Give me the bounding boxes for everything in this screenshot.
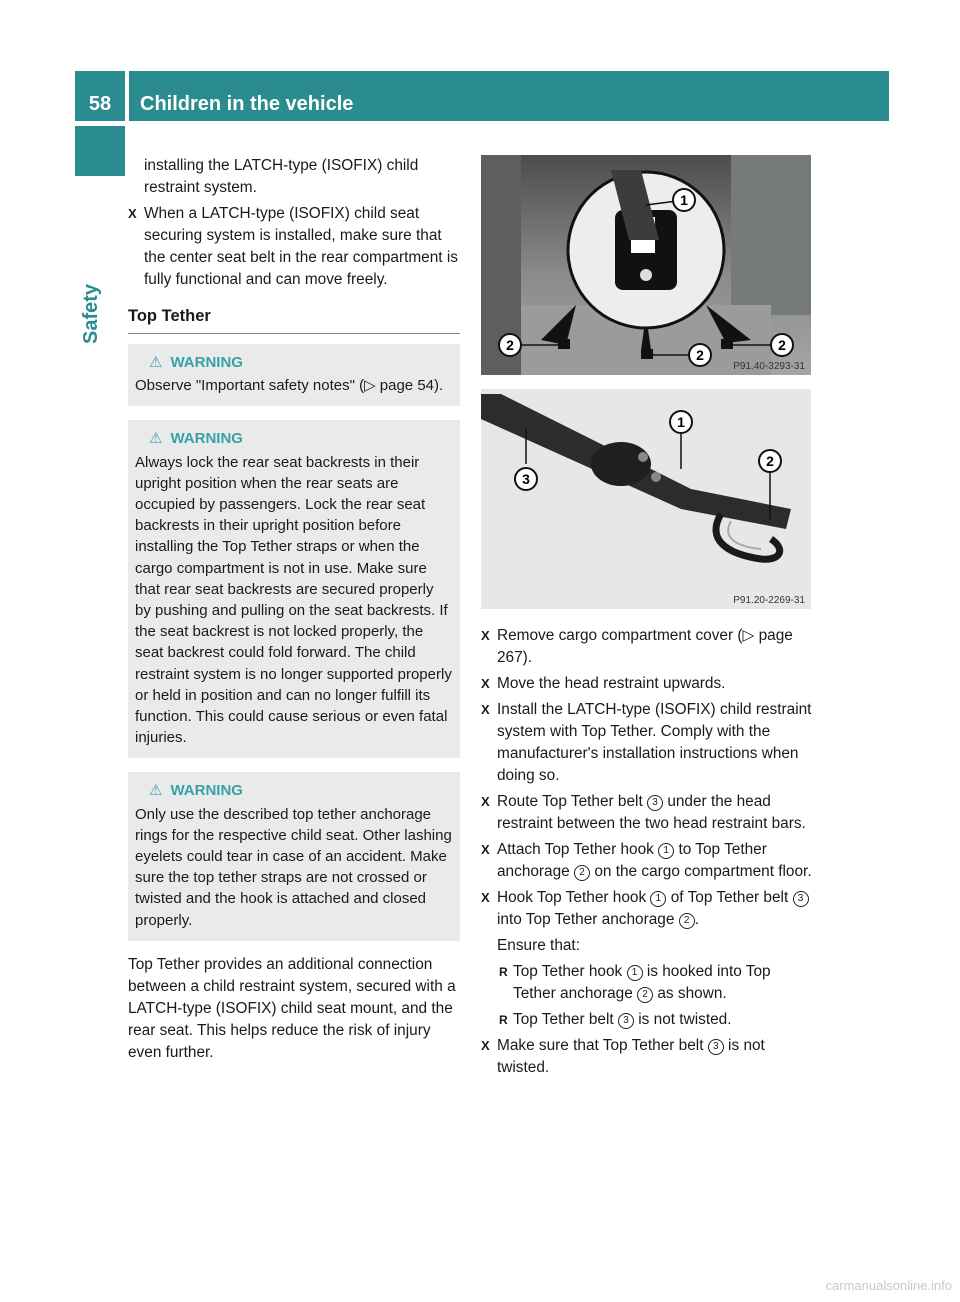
figure-tether-illustration xyxy=(481,389,811,609)
instruction-step: X Move the head restraint upwards. xyxy=(481,673,815,695)
callout-ref: 1 xyxy=(658,843,674,859)
instruction-step: X Install the LATCH-type (ISOFIX) child restraint system with Top Tether. Comply with the manufacturer's installation instructions when doing so. xyxy=(481,699,815,787)
warning-box xyxy=(128,420,460,758)
callout-2: 2 xyxy=(778,337,786,353)
callout-ref: 3 xyxy=(647,795,663,811)
instruction-step: X Attach Top Tether hook 1 to Top Tether anchorage 2 on the cargo compartment floor. xyxy=(481,839,815,883)
figure-tether-belt xyxy=(481,389,811,609)
instruction-step: X When a LATCH-type (ISOFIX) child seat securing system is installed, make sure that the center seat belt in the rear compartment is fully functional and can move freely. xyxy=(128,203,460,291)
instruction-step: X Route Top Tether belt 3 under the head restraint between the two head restraint bars. xyxy=(481,791,815,835)
warning-text: Always lock the rear seat backrests in their upright position when the rear seats are occupied by passengers. Lock the rear seat backrests in their upright position before installing the Top Tether straps or when the cargo compartment is not in use. Make sure that rear seat backrests are secured properly by pushing and pulling on the seat backrests. If the seat backrest is not locked properly, the seat backrest could fold forward. The child restraint system is no longer supported properly or held in position and can no longer fulfill its function. This could cause serious or even fatal injuries. xyxy=(135,453,452,747)
callout-ref: 1 xyxy=(650,891,666,907)
warning-box xyxy=(128,772,460,940)
warning-text: Only use the described top tether anchorage rings for the respective child seat. Other lashing eyelets could tear in case of an accident. Make sure the top tether straps are not crossed or twisted and the hook is attached and closed properly. xyxy=(135,805,452,929)
page-title: Children in the vehicle xyxy=(129,71,889,121)
right-column xyxy=(481,625,815,1079)
watermark-footer: carmanualsonline.info xyxy=(825,1278,952,1293)
callout-2: 2 xyxy=(506,337,514,353)
page-number: 58 xyxy=(75,71,125,121)
ensure-text: Ensure that: xyxy=(497,937,580,954)
callout-ref: 2 xyxy=(637,987,653,1003)
intro-text: installing the LATCH-type (ISOFIX) child restraint system. xyxy=(144,157,419,196)
callout-ref: 3 xyxy=(618,1013,634,1029)
instruction-step: X Make sure that Top Tether belt 3 is not twisted. xyxy=(481,1035,815,1079)
callout-1: 1 xyxy=(677,414,685,430)
callout-ref: 2 xyxy=(574,865,590,881)
check-item: R Top Tether belt 3 is not twisted. xyxy=(481,1009,815,1031)
callout-3: 3 xyxy=(522,471,530,487)
warning-box xyxy=(128,344,460,406)
warning-label: WARNING xyxy=(170,354,243,371)
warning-label: WARNING xyxy=(170,782,243,800)
figure-anchorage-illustration xyxy=(481,155,811,375)
warning-label: WARNING xyxy=(170,430,243,448)
callout-ref: 3 xyxy=(708,1039,724,1055)
figure-code: P91.20-2269-31 xyxy=(733,595,805,606)
instruction-step: X Remove cargo compartment cover (▷ page 267). xyxy=(481,625,815,669)
callout-2: 2 xyxy=(766,453,774,469)
callout-ref: 3 xyxy=(793,891,809,907)
body-paragraph: Top Tether provides an additional connection between a child restraint system, secured with a LATCH-type (ISOFIX) child seat mount, and the rear seat. This helps reduce the risk of injury even further. xyxy=(128,955,456,1061)
callout-2: 2 xyxy=(696,347,704,363)
check-item: R Top Tether hook 1 is hooked into Top Tether anchorage 2 as shown. xyxy=(481,961,815,1005)
warning-triangle-icon: ⚠ xyxy=(149,354,163,371)
side-tab-marker xyxy=(75,126,125,176)
section-heading: Top Tether xyxy=(128,305,460,334)
callout-1: 1 xyxy=(680,192,688,208)
instruction-step: X Hook Top Tether hook 1 of Top Tether belt 3 into Top Tether anchorage 2 . xyxy=(481,887,815,931)
side-tab-label: Safety xyxy=(80,283,102,344)
callout-ref: 1 xyxy=(627,965,643,981)
figure-code: P91.40-3293-31 xyxy=(733,361,805,372)
left-column xyxy=(128,155,460,1064)
callout-ref: 2 xyxy=(679,913,695,929)
warning-triangle-icon: ⚠ xyxy=(149,782,163,800)
warning-text: Observe "Important safety notes" (▷ page 54). xyxy=(135,377,444,395)
figure-anchorage-points xyxy=(481,155,811,375)
warning-triangle-icon: ⚠ xyxy=(149,430,163,448)
